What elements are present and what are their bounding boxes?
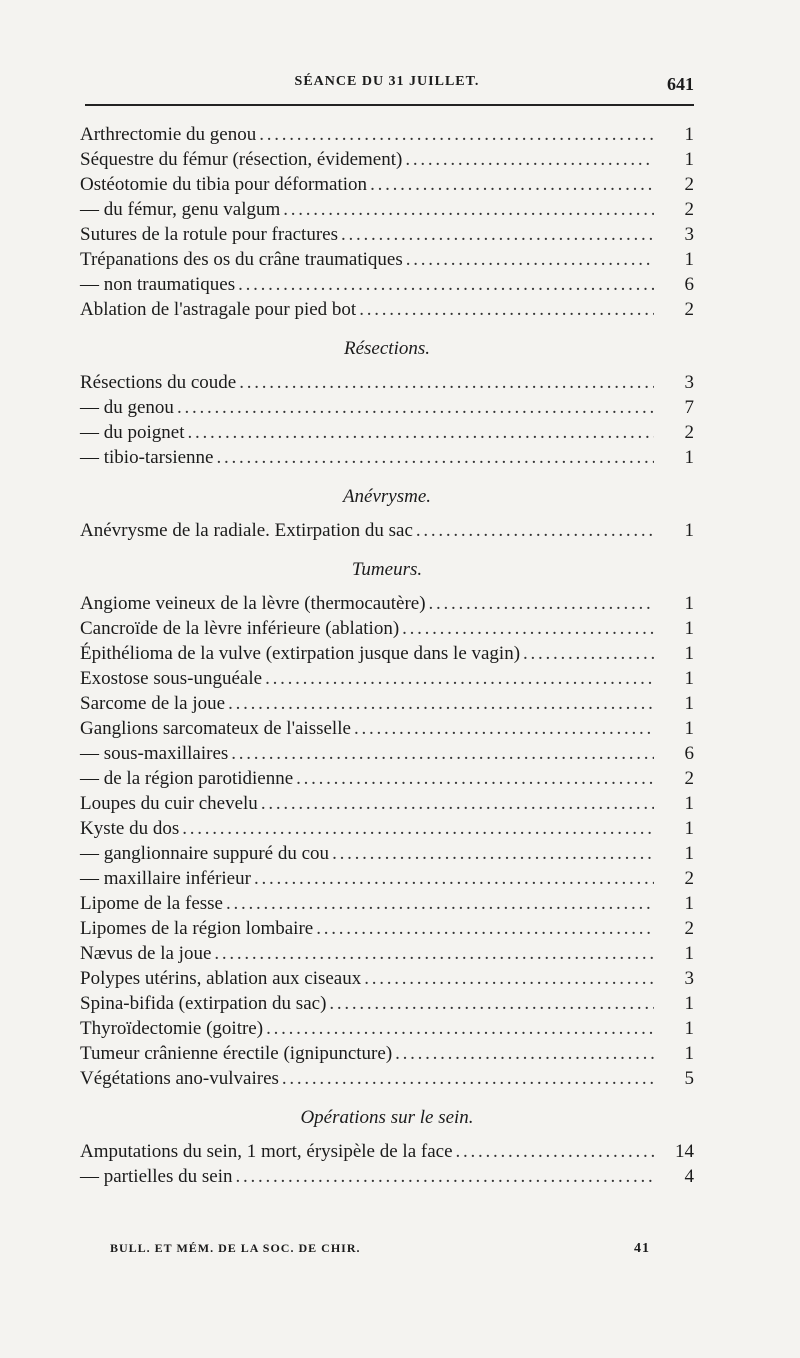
operation-label: Résections du coude: [80, 372, 237, 393]
operation-count: 7: [684, 397, 694, 418]
dot-leader: [261, 791, 654, 816]
dot-leader: [182, 816, 654, 841]
list-item: [80, 370, 694, 395]
list-item: [80, 297, 694, 322]
list-item: [80, 591, 694, 616]
list-item: [80, 841, 694, 866]
operation-label: — du fémur, genu valgum: [80, 199, 281, 220]
operation-label: Loupes du cuir chevelu: [80, 793, 258, 814]
running-head: SÉANCE DU 31 JUILLET.: [294, 74, 480, 89]
dot-leader: [316, 916, 654, 941]
general-operations-group: [80, 122, 694, 322]
list-item: [80, 247, 694, 272]
operation-count: 1: [684, 693, 694, 714]
list-item: [80, 966, 694, 991]
list-item: [80, 197, 694, 222]
list-item: [80, 395, 694, 420]
list-item: [80, 941, 694, 966]
operation-count: 1: [684, 943, 694, 964]
operation-count: 1: [684, 1043, 694, 1064]
operation-label: Angiome veineux de la lèvre (thermocautère): [80, 593, 426, 614]
operation-label: Végétations ano-vulvaires: [80, 1068, 279, 1089]
operation-count: 3: [684, 224, 694, 245]
operation-count: 1: [684, 643, 694, 664]
list-item: [80, 518, 694, 543]
operation-label: — partielles du sein: [80, 1166, 233, 1187]
operation-count: 5: [684, 1068, 694, 1089]
dot-leader: [217, 445, 655, 470]
operation-count: 2: [684, 868, 694, 889]
list-item: [80, 172, 694, 197]
list-item: [80, 147, 694, 172]
list-item: [80, 222, 694, 247]
list-item: [80, 122, 694, 147]
page-number: 641: [667, 74, 694, 94]
list-item: [80, 420, 694, 445]
operation-label: Tumeur crânienne érectile (ignipuncture): [80, 1043, 393, 1064]
list-item: [80, 272, 694, 297]
operation-label: — ganglionnaire suppuré du cou: [80, 843, 330, 864]
operation-count: 3: [684, 968, 694, 989]
operation-count: 1: [684, 447, 694, 468]
dot-leader: [228, 691, 654, 716]
dot-leader: [226, 891, 654, 916]
dot-leader: [395, 1041, 654, 1066]
dot-leader: [341, 222, 654, 247]
operation-label: Exostose sous-unguéale: [80, 668, 263, 689]
dot-leader: [416, 518, 654, 543]
operation-label: — de la région parotidienne: [80, 768, 294, 789]
dot-leader: [523, 641, 654, 666]
list-item: [80, 716, 694, 741]
operation-count: 2: [684, 422, 694, 443]
operation-label: Ablation de l'astragale pour pied bot: [80, 299, 357, 320]
page-footer: [110, 1241, 650, 1261]
dot-leader: [283, 197, 654, 222]
signature-mark: 41: [634, 1241, 650, 1256]
operation-label: Kyste du dos: [80, 818, 180, 839]
dot-leader: [354, 716, 654, 741]
operation-count: 4: [684, 1166, 694, 1187]
list-item: [80, 616, 694, 641]
operation-count: 1: [684, 618, 694, 639]
dot-leader: [364, 966, 654, 991]
operation-count: 14: [675, 1141, 694, 1162]
dot-leader: [239, 370, 654, 395]
operation-label: Spina-bifida (extirpation du sac): [80, 993, 327, 1014]
list-item: [80, 816, 694, 841]
list-item: [80, 666, 694, 691]
tumeurs-group: [80, 591, 694, 1091]
operation-count: 1: [684, 520, 694, 541]
operation-label: Séquestre du fémur (résection, évidement): [80, 149, 403, 170]
operation-count: 1: [684, 818, 694, 839]
list-item: [80, 1041, 694, 1066]
list-item: [80, 1066, 694, 1091]
dot-leader: [282, 1066, 654, 1091]
operation-count: 6: [684, 743, 694, 764]
list-item: [80, 991, 694, 1016]
page-header: [80, 74, 694, 98]
dot-leader: [231, 741, 654, 766]
operation-count: 1: [684, 149, 694, 170]
operation-label: Polypes utérins, ablation aux ciseaux: [80, 968, 362, 989]
section-title-tumeurs: Tumeurs.: [351, 559, 423, 580]
list-item: [80, 641, 694, 666]
operation-count: 1: [684, 593, 694, 614]
operation-count: 1: [684, 1018, 694, 1039]
operation-label: — tibio-tarsienne: [80, 447, 214, 468]
operation-count: 2: [684, 199, 694, 220]
sein-group: [80, 1139, 694, 1189]
section-title-resections: Résections.: [343, 338, 430, 359]
list-item: [80, 916, 694, 941]
operation-label: — non traumatiques: [80, 274, 236, 295]
operation-count: 2: [684, 918, 694, 939]
operation-count: 1: [684, 124, 694, 145]
operation-label: Ostéotomie du tibia pour déformation: [80, 174, 368, 195]
dot-leader: [236, 1164, 655, 1189]
operation-label: Thyroïdectomie (goitre): [80, 1018, 264, 1039]
operation-label: Cancroïde de la lèvre inférieure (ablation): [80, 618, 400, 639]
dot-leader: [359, 297, 654, 322]
operation-count: 1: [684, 993, 694, 1014]
dot-leader: [238, 272, 654, 297]
section-title-anevrysme: Anévrysme.: [342, 486, 432, 507]
dot-leader: [406, 247, 654, 272]
operation-count: 1: [684, 843, 694, 864]
operation-label: Lipomes de la région lombaire: [80, 918, 314, 939]
dot-leader: [402, 616, 654, 641]
dot-leader: [405, 147, 654, 172]
dot-leader: [332, 841, 654, 866]
list-item: [80, 791, 694, 816]
operation-label: Amputations du sein, 1 mort, érysipèle de la face: [80, 1141, 453, 1162]
list-item: [80, 741, 694, 766]
operation-count: 2: [684, 174, 694, 195]
dot-leader: [254, 866, 654, 891]
operation-label: — sous-maxillaires: [80, 743, 229, 764]
operation-label: Arthrectomie du genou: [80, 124, 257, 145]
dot-leader: [177, 395, 654, 420]
dot-leader: [296, 766, 654, 791]
operation-count: 2: [684, 768, 694, 789]
dot-leader: [370, 172, 654, 197]
list-item: [80, 891, 694, 916]
dot-leader: [329, 991, 654, 1016]
operation-label: Sarcome de la joue: [80, 693, 226, 714]
dot-leader: [429, 591, 654, 616]
list-item: [80, 766, 694, 791]
operation-label: Trépanations des os du crâne traumatiques: [80, 249, 403, 270]
dot-leader: [214, 941, 654, 966]
header-rule: [85, 104, 694, 106]
list-item: [80, 691, 694, 716]
operation-label: Anévrysme de la radiale. Extirpation du sac: [80, 520, 413, 541]
operation-count: 6: [684, 274, 694, 295]
dot-leader: [259, 122, 654, 147]
operation-count: 1: [684, 893, 694, 914]
section-title-sein: Opérations sur le sein.: [300, 1107, 474, 1128]
dot-leader: [266, 1016, 654, 1041]
operations-list: [80, 122, 694, 1189]
list-item: [80, 1139, 694, 1164]
operation-label: Ganglions sarcomateux de l'aisselle: [80, 718, 351, 739]
operation-label: Nævus de la joue: [80, 943, 212, 964]
operation-label: — maxillaire inférieur: [80, 868, 251, 889]
operation-label: — du poignet: [80, 422, 185, 443]
resections-group: [80, 370, 694, 470]
operation-label: Épithélioma de la vulve (extirpation jusque dans le vagin): [80, 643, 521, 664]
dot-leader: [265, 666, 654, 691]
list-item: [80, 1016, 694, 1041]
list-item: [80, 445, 694, 470]
operation-label: Sutures de la rotule pour fractures: [80, 224, 338, 245]
list-item: [80, 1164, 694, 1189]
operation-count: 1: [684, 718, 694, 739]
operation-label: — du genou: [80, 397, 174, 418]
journal-footer: BULL. ET MÉM. DE LA SOC. DE CHIR.: [110, 1241, 361, 1255]
operation-count: 1: [684, 668, 694, 689]
operation-count: 3: [684, 372, 694, 393]
dot-leader: [188, 420, 655, 445]
operation-count: 1: [684, 249, 694, 270]
list-item: [80, 866, 694, 891]
dot-leader: [456, 1139, 654, 1164]
operation-label: Lipome de la fesse: [80, 893, 223, 914]
operation-count: 2: [684, 299, 694, 320]
operation-count: 1: [684, 793, 694, 814]
anevrysme-group: [80, 518, 694, 543]
